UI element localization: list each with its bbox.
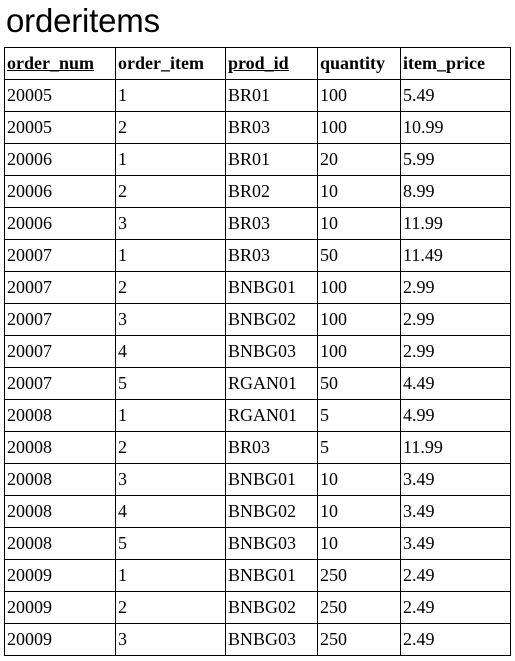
quantity-cell: 100 bbox=[318, 304, 401, 336]
quantity-cell: 250 bbox=[318, 624, 401, 656]
order-num-cell: 20007 bbox=[5, 368, 116, 400]
column-header-item-price: item_price bbox=[401, 48, 511, 80]
order-item-cell: 1 bbox=[116, 400, 226, 432]
order-num-cell: 20008 bbox=[5, 432, 116, 464]
order-num-cell: 20009 bbox=[5, 592, 116, 624]
table-row bbox=[5, 144, 511, 176]
order-num-cell: 20007 bbox=[5, 240, 116, 272]
item-price-cell: 11.99 bbox=[401, 432, 511, 464]
quantity-cell: 10 bbox=[318, 464, 401, 496]
quantity-cell: 100 bbox=[318, 336, 401, 368]
order-num-cell: 20006 bbox=[5, 176, 116, 208]
order-item-cell: 4 bbox=[116, 336, 226, 368]
order-num-cell: 20006 bbox=[5, 144, 116, 176]
table-row bbox=[5, 336, 511, 368]
orderitems-table bbox=[4, 47, 511, 656]
order-item-cell: 1 bbox=[116, 560, 226, 592]
table-row bbox=[5, 112, 511, 144]
item-price-cell: 2.99 bbox=[401, 304, 511, 336]
prod-id-cell: RGAN01 bbox=[226, 400, 318, 432]
column-header-prod-id: prod_id bbox=[226, 48, 318, 80]
prod-id-cell: BR02 bbox=[226, 176, 318, 208]
table-header-row bbox=[5, 48, 511, 80]
table-row bbox=[5, 80, 511, 112]
order-num-cell: 20008 bbox=[5, 400, 116, 432]
quantity-cell: 20 bbox=[318, 144, 401, 176]
order-item-cell: 2 bbox=[116, 176, 226, 208]
table-row bbox=[5, 240, 511, 272]
order-item-cell: 2 bbox=[116, 592, 226, 624]
order-num-cell: 20008 bbox=[5, 496, 116, 528]
table-row bbox=[5, 400, 511, 432]
order-num-cell: 20008 bbox=[5, 528, 116, 560]
item-price-cell: 3.49 bbox=[401, 496, 511, 528]
order-item-cell: 5 bbox=[116, 528, 226, 560]
column-header-order-num: order_num bbox=[5, 48, 116, 80]
order-item-cell: 1 bbox=[116, 80, 226, 112]
page-title: orderitems bbox=[6, 2, 160, 39]
order-item-cell: 4 bbox=[116, 496, 226, 528]
item-price-cell: 2.99 bbox=[401, 336, 511, 368]
quantity-cell: 10 bbox=[318, 496, 401, 528]
prod-id-cell: BNBG03 bbox=[226, 624, 318, 656]
table-row bbox=[5, 272, 511, 304]
item-price-cell: 11.49 bbox=[401, 240, 511, 272]
table-row bbox=[5, 464, 511, 496]
order-num-cell: 20007 bbox=[5, 304, 116, 336]
item-price-cell: 3.49 bbox=[401, 464, 511, 496]
item-price-cell: 2.99 bbox=[401, 272, 511, 304]
column-header-order-item: order_item bbox=[116, 48, 226, 80]
order-num-cell: 20009 bbox=[5, 624, 116, 656]
item-price-cell: 3.49 bbox=[401, 528, 511, 560]
prod-id-cell: BNBG02 bbox=[226, 592, 318, 624]
item-price-cell: 2.49 bbox=[401, 592, 511, 624]
order-item-cell: 3 bbox=[116, 624, 226, 656]
table-row bbox=[5, 624, 511, 656]
prod-id-cell: BR01 bbox=[226, 144, 318, 176]
item-price-cell: 5.99 bbox=[401, 144, 511, 176]
quantity-cell: 100 bbox=[318, 80, 401, 112]
quantity-cell: 10 bbox=[318, 176, 401, 208]
quantity-cell: 10 bbox=[318, 208, 401, 240]
order-num-cell: 20007 bbox=[5, 336, 116, 368]
order-item-cell: 2 bbox=[116, 432, 226, 464]
order-item-cell: 1 bbox=[116, 144, 226, 176]
prod-id-cell: BNBG01 bbox=[226, 464, 318, 496]
quantity-cell: 250 bbox=[318, 592, 401, 624]
order-item-cell: 5 bbox=[116, 368, 226, 400]
quantity-cell: 100 bbox=[318, 272, 401, 304]
prod-id-cell: BNBG01 bbox=[226, 272, 318, 304]
item-price-cell: 2.49 bbox=[401, 624, 511, 656]
table-row bbox=[5, 592, 511, 624]
prod-id-cell: BR01 bbox=[226, 80, 318, 112]
table-row bbox=[5, 368, 511, 400]
table-row bbox=[5, 496, 511, 528]
table-row bbox=[5, 304, 511, 336]
order-item-cell: 2 bbox=[116, 272, 226, 304]
prod-id-cell: BR03 bbox=[226, 432, 318, 464]
order-num-cell: 20005 bbox=[5, 112, 116, 144]
prod-id-cell: BNBG02 bbox=[226, 496, 318, 528]
order-num-cell: 20007 bbox=[5, 272, 116, 304]
prod-id-cell: BNBG03 bbox=[226, 528, 318, 560]
order-num-cell: 20009 bbox=[5, 560, 116, 592]
order-num-cell: 20005 bbox=[5, 80, 116, 112]
column-header-quantity: quantity bbox=[318, 48, 401, 80]
order-num-cell: 20006 bbox=[5, 208, 116, 240]
table-row bbox=[5, 432, 511, 464]
item-price-cell: 4.99 bbox=[401, 400, 511, 432]
order-item-cell: 3 bbox=[116, 208, 226, 240]
quantity-cell: 250 bbox=[318, 560, 401, 592]
prod-id-cell: BNBG03 bbox=[226, 336, 318, 368]
order-item-cell: 1 bbox=[116, 240, 226, 272]
order-item-cell: 3 bbox=[116, 304, 226, 336]
table-row bbox=[5, 560, 511, 592]
item-price-cell: 5.49 bbox=[401, 80, 511, 112]
prod-id-cell: BNBG01 bbox=[226, 560, 318, 592]
table-row bbox=[5, 176, 511, 208]
quantity-cell: 100 bbox=[318, 112, 401, 144]
order-item-cell: 3 bbox=[116, 464, 226, 496]
item-price-cell: 2.49 bbox=[401, 560, 511, 592]
quantity-cell: 50 bbox=[318, 240, 401, 272]
quantity-cell: 10 bbox=[318, 528, 401, 560]
item-price-cell: 10.99 bbox=[401, 112, 511, 144]
prod-id-cell: BNBG02 bbox=[226, 304, 318, 336]
order-num-cell: 20008 bbox=[5, 464, 116, 496]
prod-id-cell: BR03 bbox=[226, 240, 318, 272]
quantity-cell: 50 bbox=[318, 368, 401, 400]
item-price-cell: 8.99 bbox=[401, 176, 511, 208]
table-row bbox=[5, 208, 511, 240]
order-item-cell: 2 bbox=[116, 112, 226, 144]
prod-id-cell: BR03 bbox=[226, 208, 318, 240]
item-price-cell: 4.49 bbox=[401, 368, 511, 400]
quantity-cell: 5 bbox=[318, 432, 401, 464]
item-price-cell: 11.99 bbox=[401, 208, 511, 240]
prod-id-cell: RGAN01 bbox=[226, 368, 318, 400]
quantity-cell: 5 bbox=[318, 400, 401, 432]
table-body bbox=[5, 80, 511, 656]
table-row bbox=[5, 528, 511, 560]
prod-id-cell: BR03 bbox=[226, 112, 318, 144]
